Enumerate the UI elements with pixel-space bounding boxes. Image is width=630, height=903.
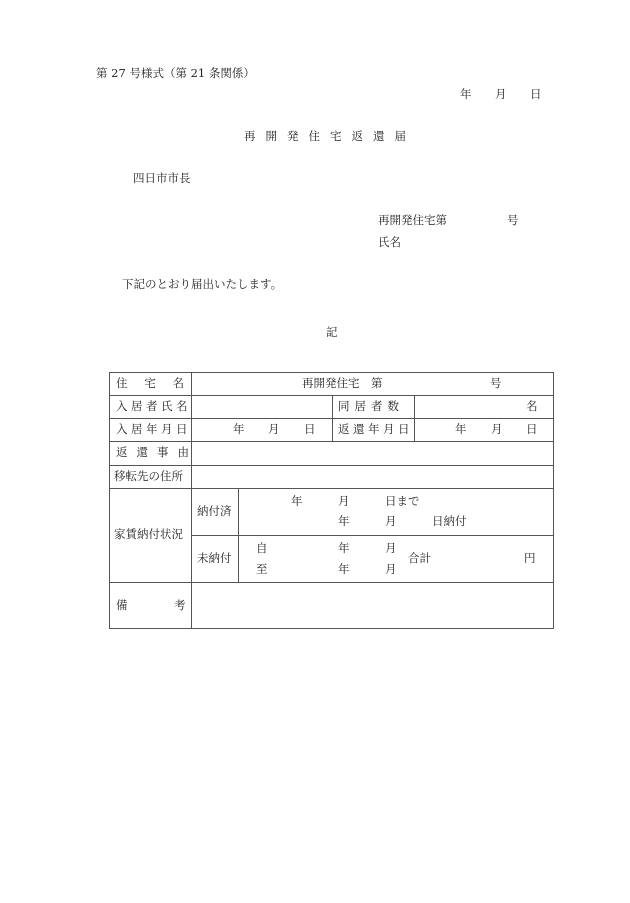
table-line	[109, 372, 110, 629]
new-address-label: 移転先の住所	[114, 469, 183, 483]
intro-text: 下記のとおり届出いたします。	[122, 277, 283, 291]
table-line	[109, 628, 554, 629]
housing-name-prefix: 再開発住宅 第	[302, 376, 383, 390]
page-title: 再開発住宅返還届	[244, 129, 416, 143]
unpaid-to-month: 月	[385, 562, 397, 576]
applicant-name-label: 氏名	[378, 235, 401, 249]
paid-on: 日納付	[432, 514, 467, 528]
return-reason-label: 返還事由	[116, 445, 198, 459]
paid-month1: 月	[338, 494, 350, 508]
table-line	[191, 535, 554, 536]
resident-name-field[interactable]	[192, 396, 332, 418]
return-reason-field[interactable]	[192, 442, 553, 465]
move-in-year: 年	[233, 422, 245, 436]
table-line	[109, 488, 554, 489]
return-month: 月	[491, 422, 503, 436]
new-address-field[interactable]	[192, 466, 553, 488]
unpaid-yen: 円	[524, 551, 536, 565]
date-year: 年	[460, 87, 472, 101]
unpaid-total-label: 合計	[408, 551, 431, 565]
remarks-label-left: 備	[116, 598, 128, 612]
paid-year2: 年	[338, 514, 350, 528]
unpaid-from-year: 年	[338, 541, 350, 555]
paid-until: 日まで	[385, 494, 420, 508]
date-day: 日	[530, 87, 542, 101]
date-month: 月	[495, 87, 507, 101]
paid-month2: 月	[385, 514, 397, 528]
return-year: 年	[455, 422, 467, 436]
addressee: 四日市市長	[133, 171, 191, 185]
rent-status-label: 家賃納付状況	[114, 527, 183, 541]
cohabitant-unit: 名	[526, 399, 538, 413]
unpaid-to-year: 年	[338, 562, 350, 576]
remarks-label-right: 考	[174, 598, 186, 612]
housing-number-prefix: 再開発住宅第	[378, 213, 447, 227]
housing-name-label: 住 宅 名	[116, 376, 184, 390]
resident-name-label: 入居者氏名	[116, 399, 191, 413]
move-in-day: 日	[304, 422, 316, 436]
return-day: 日	[526, 422, 538, 436]
remarks-field[interactable]	[192, 583, 553, 628]
form-number: 第 27 号様式（第 21 条関係）	[96, 66, 255, 80]
ki-heading: 記	[326, 325, 338, 339]
housing-number-suffix: 号	[507, 213, 519, 227]
housing-name-field[interactable]	[192, 373, 553, 395]
paid-label: 納付済	[197, 504, 232, 518]
unpaid-from: 自	[256, 541, 268, 555]
return-date-label: 返還年月日	[338, 422, 413, 436]
housing-name-suffix: 号	[490, 376, 502, 390]
cohabitant-count-label: 同居者数	[338, 399, 404, 413]
unpaid-to: 至	[256, 562, 268, 576]
paid-year1: 年	[291, 494, 303, 508]
table-line	[553, 372, 554, 629]
unpaid-label: 未納付	[197, 551, 232, 565]
table-line	[238, 488, 239, 582]
move-in-month: 月	[268, 422, 280, 436]
move-in-date-label: 入居年月日	[116, 422, 191, 436]
unpaid-from-month: 月	[385, 541, 397, 555]
table-line	[332, 395, 333, 442]
